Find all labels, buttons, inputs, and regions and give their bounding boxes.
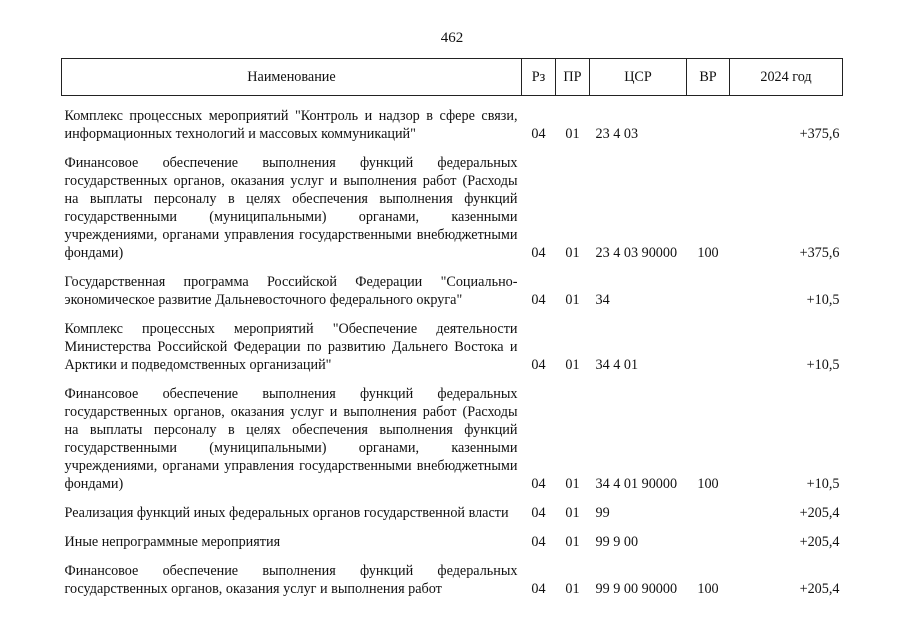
row-spacer	[62, 262, 843, 273]
table-header-row	[62, 59, 843, 96]
row-rz: 04	[531, 126, 546, 142]
row-rz: 04	[531, 581, 546, 597]
row-spacer-cell	[62, 96, 843, 108]
row-name: Реализация функций иных федеральных органов государственной власти	[64, 505, 509, 521]
row-pr: 01	[565, 581, 580, 597]
table-row	[62, 154, 843, 262]
row-amount: +10,5	[806, 292, 840, 308]
row-csr: 34 4 01 90000	[595, 476, 678, 492]
header-pr: ПР	[556, 59, 590, 96]
row-spacer-cell	[62, 143, 843, 154]
table-row	[62, 107, 843, 143]
row-pr: 01	[565, 245, 580, 261]
row-spacer-cell	[62, 374, 843, 385]
row-vr: 100	[697, 581, 719, 597]
row-csr: 23 4 03	[595, 126, 639, 142]
row-amount: +10,5	[806, 357, 840, 373]
row-vr	[687, 107, 730, 143]
row-name: Комплекс процессных мероприятий "Обеспечение деятельности Министерства Российской Федерации по развитию Дальнего Востока и Арктики и подведомственных организаций"	[64, 321, 518, 373]
row-vr	[687, 504, 730, 522]
row-rz: 04	[531, 505, 546, 521]
row-name: Иные непрограммные мероприятия	[64, 534, 281, 550]
row-rz: 04	[531, 357, 546, 373]
row-csr: 34 4 01	[595, 357, 639, 373]
table-row	[62, 273, 843, 309]
row-name: Комплекс процессных мероприятий "Контроль и надзор в сфере связи, информационных технологий и массовых коммуникаций"	[64, 108, 518, 142]
table-row	[62, 320, 843, 374]
row-amount: +205,4	[799, 534, 840, 550]
header-year: 2024 год	[730, 59, 843, 96]
header-csr: ЦСР	[590, 59, 687, 96]
row-name: Финансовое обеспечение выполнения функций федеральных государственных органов, оказания услуг и выполнения работ	[64, 563, 518, 597]
table-row	[62, 385, 843, 493]
row-spacer	[62, 143, 843, 154]
row-rz: 04	[531, 292, 546, 308]
table-row	[62, 533, 843, 551]
row-vr	[687, 273, 730, 309]
row-spacer-cell	[62, 522, 843, 533]
row-pr: 01	[565, 505, 580, 521]
page-number: 462	[440, 30, 464, 46]
row-spacer-cell	[62, 309, 843, 320]
row-amount: +205,4	[799, 505, 840, 521]
row-csr: 99 9 00	[595, 534, 639, 550]
row-spacer-cell	[62, 551, 843, 562]
row-amount: +375,6	[799, 126, 840, 142]
row-spacer	[62, 522, 843, 533]
row-csr: 34	[595, 292, 610, 308]
row-rz: 04	[531, 534, 546, 550]
row-name: Государственная программа Российской Федерации "Социально-экономическое развитие Дальневосточного федерального округа"	[64, 274, 518, 308]
row-csr: 23 4 03 90000	[595, 245, 678, 261]
row-pr: 01	[565, 126, 580, 142]
row-csr: 99	[595, 505, 610, 521]
row-vr	[687, 320, 730, 374]
row-pr: 01	[565, 292, 580, 308]
row-name: Финансовое обеспечение выполнения функций федеральных государственных органов, оказания услуг и выполнения работ (Расходы на выплаты персоналу в целях обеспечения выполнения функций государственными (муниципальными) органами, казенными учреждениями, органами управления государственными внебюджетными фондами)	[64, 155, 518, 261]
header-vr: ВР	[687, 59, 730, 96]
row-amount: +375,6	[799, 245, 840, 261]
row-pr: 01	[565, 534, 580, 550]
row-vr: 100	[697, 476, 719, 492]
row-pr: 01	[565, 357, 580, 373]
row-vr: 100	[697, 245, 719, 261]
row-spacer	[62, 309, 843, 320]
row-spacer-cell	[62, 262, 843, 273]
header-name: Наименование	[62, 59, 522, 96]
row-rz: 04	[531, 245, 546, 261]
row-spacer	[62, 551, 843, 562]
row-amount: +205,4	[799, 581, 840, 597]
table-row	[62, 562, 843, 598]
row-name: Финансовое обеспечение выполнения функций федеральных государственных органов, оказания услуг и выполнения работ (Расходы на выплаты персоналу в целях обеспечения выполнения функций государственными (муниципальными) органами, казенными учреждениями, органами управления государственными внебюджетными фондами)	[64, 386, 518, 492]
row-vr	[687, 533, 730, 551]
budget-table	[61, 58, 843, 598]
row-spacer	[62, 374, 843, 385]
row-pr: 01	[565, 476, 580, 492]
row-amount: +10,5	[806, 476, 840, 492]
row-spacer	[62, 493, 843, 504]
row-spacer	[62, 96, 843, 108]
table-row	[62, 504, 843, 522]
header-rz: Рз	[522, 59, 556, 96]
table-body	[62, 96, 843, 599]
row-csr: 99 9 00 90000	[595, 581, 678, 597]
row-rz: 04	[531, 476, 546, 492]
row-spacer-cell	[62, 493, 843, 504]
